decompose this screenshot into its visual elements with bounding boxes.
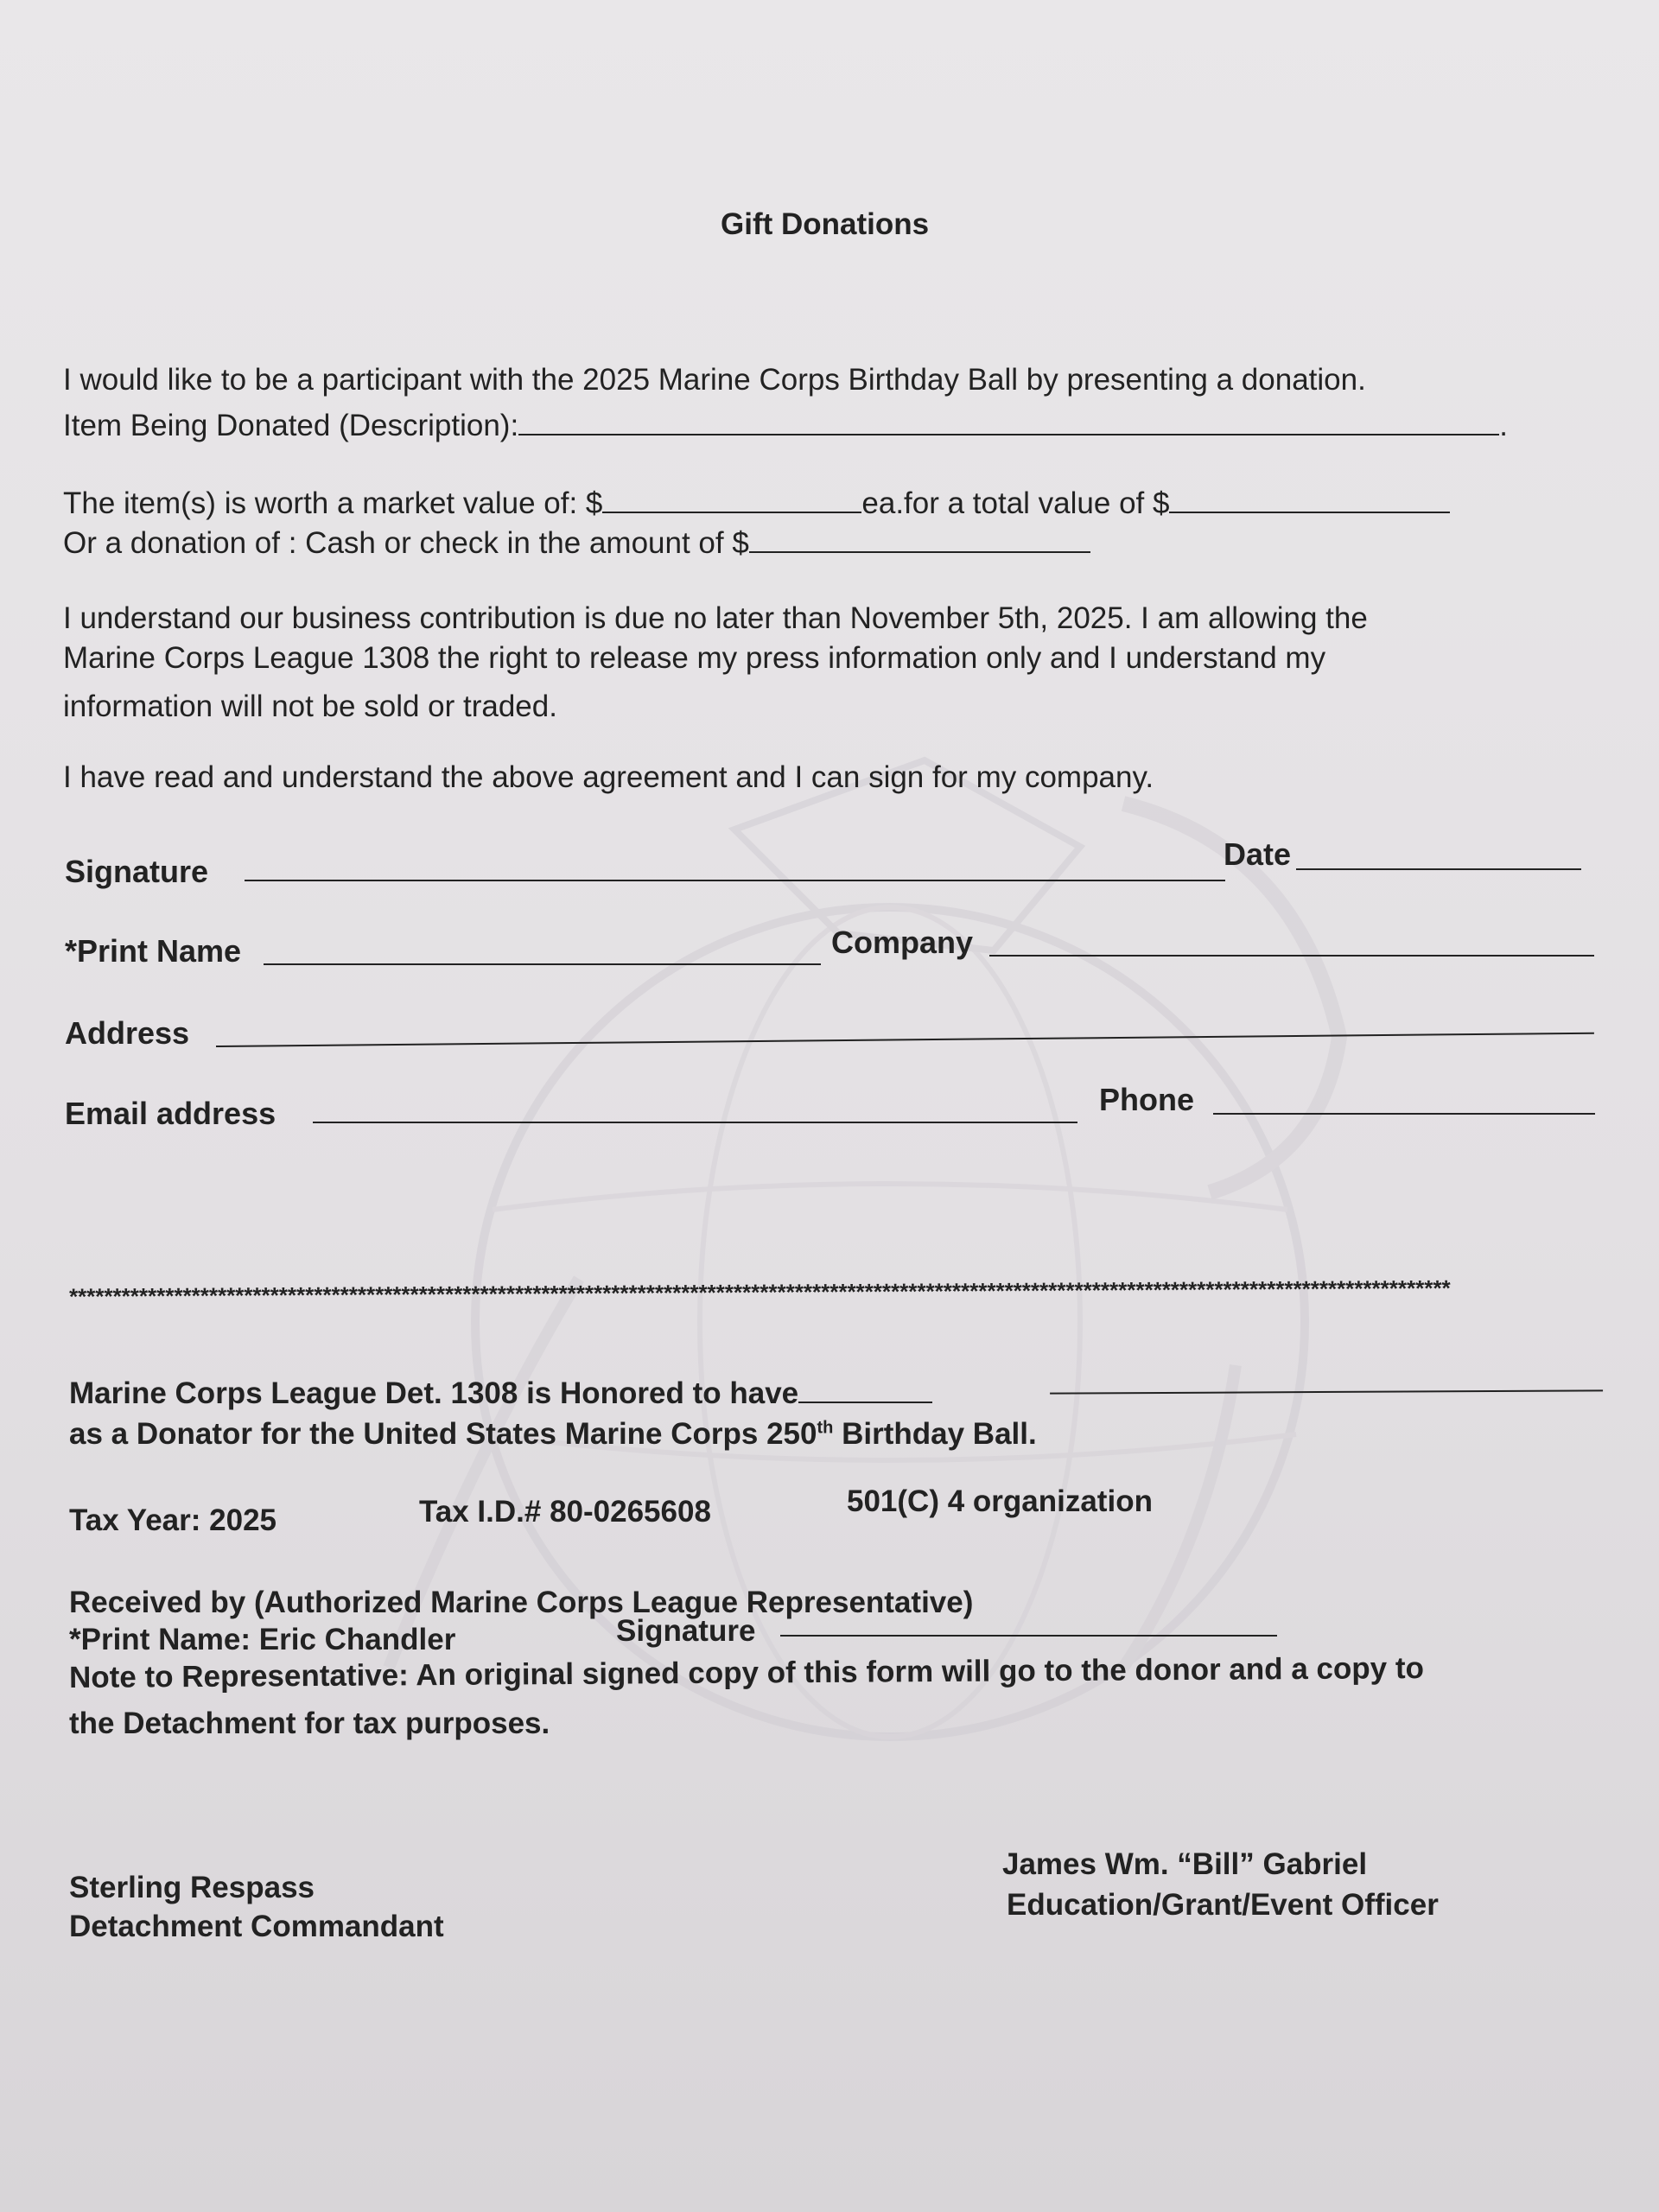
commandant-title: Detachment Commandant <box>69 1910 444 1943</box>
organization-type: 501(C) 4 organization <box>847 1484 1153 1518</box>
market-value-field[interactable] <box>602 486 861 513</box>
tax-id: Tax I.D.# 80-0265608 <box>419 1495 711 1529</box>
representative-name: *Print Name: Eric Chandler <box>69 1623 456 1656</box>
total-value-field[interactable] <box>1169 486 1450 513</box>
cash-donation-label: Or a donation of : Cash or check in the amount of $ <box>63 526 749 560</box>
agreement-line-2: Marine Corps League 1308 the right to release my press information only and I understand my <box>63 641 1326 675</box>
each-total-label: ea.for a total value of $ <box>861 486 1170 520</box>
address-label: Address <box>65 1015 190 1051</box>
date-label: Date <box>1224 836 1292 872</box>
section-separator: ************************************************************************************************************************************************************** <box>68 1274 1451 1310</box>
agreement-confirm: I have read and understand the above agreement and I can sign for my company. <box>63 760 1154 794</box>
market-value-label: The item(s) is worth a market value of: $ <box>63 486 603 520</box>
agreement-line-1: I understand our business contribution is due no later than November 5th, 2025. I am allowing the <box>63 601 1368 635</box>
commandant-name: Sterling Respass <box>69 1871 315 1904</box>
honor-line-2-text: as a Donator for the United States Marine Corps 250 <box>69 1417 817 1451</box>
intro-line: I would like to be a participant with the 2025 Marine Corps Birthday Ball by presenting a donation. <box>63 363 1366 397</box>
cash-donation-row <box>63 525 1090 561</box>
page-title: Gift Donations <box>721 207 930 241</box>
email-field[interactable] <box>313 1096 1077 1123</box>
honor-blank-short[interactable] <box>798 1376 932 1403</box>
item-description-field[interactable] <box>518 408 1499 435</box>
print-name-label: *Print Name <box>65 933 242 969</box>
honor-line-1 <box>69 1376 932 1411</box>
phone-field[interactable] <box>1213 1087 1595 1115</box>
company-field[interactable] <box>989 929 1594 957</box>
item-description-row: Item Being Donated (Description): . <box>63 409 1508 442</box>
tax-year: Tax Year: 2025 <box>69 1503 277 1537</box>
representative-signature-field[interactable] <box>780 1609 1277 1637</box>
email-label: Email address <box>65 1096 276 1131</box>
market-value-row <box>63 486 1450 521</box>
representative-note-2: the Detachment for tax purposes. <box>69 1707 550 1740</box>
company-label: Company <box>831 925 974 960</box>
representative-note-1: Note to Representative: An original signed copy of this form will go to the donor and a copy to <box>68 1651 1425 1694</box>
received-by: Received by (Authorized Marine Corps League Representative) <box>69 1586 974 1619</box>
honor-text: Marine Corps League Det. 1308 is Honored to have <box>69 1376 799 1410</box>
officer-title: Education/Grant/Event Officer <box>1007 1888 1439 1922</box>
honor-line-2 <box>69 1417 1037 1452</box>
item-description-label: Item Being Donated (Description): <box>63 409 519 442</box>
ordinal-suffix: th <box>817 1418 834 1438</box>
cash-amount-field[interactable] <box>749 525 1090 553</box>
donor-name-field[interactable] <box>1050 1363 1603 1394</box>
signature-field[interactable] <box>245 855 1225 881</box>
print-name-field[interactable] <box>264 938 821 965</box>
signature-label: Signature <box>65 854 209 889</box>
phone-label: Phone <box>1099 1082 1195 1117</box>
agreement-line-3: information will not be sold or traded. <box>63 690 557 723</box>
honor-line-2-end: Birthday Ball. <box>833 1417 1037 1451</box>
officer-name: James Wm. “Bill” Gabriel <box>1002 1847 1368 1881</box>
representative-signature-label: Signature <box>616 1614 756 1648</box>
date-field[interactable] <box>1296 842 1581 870</box>
